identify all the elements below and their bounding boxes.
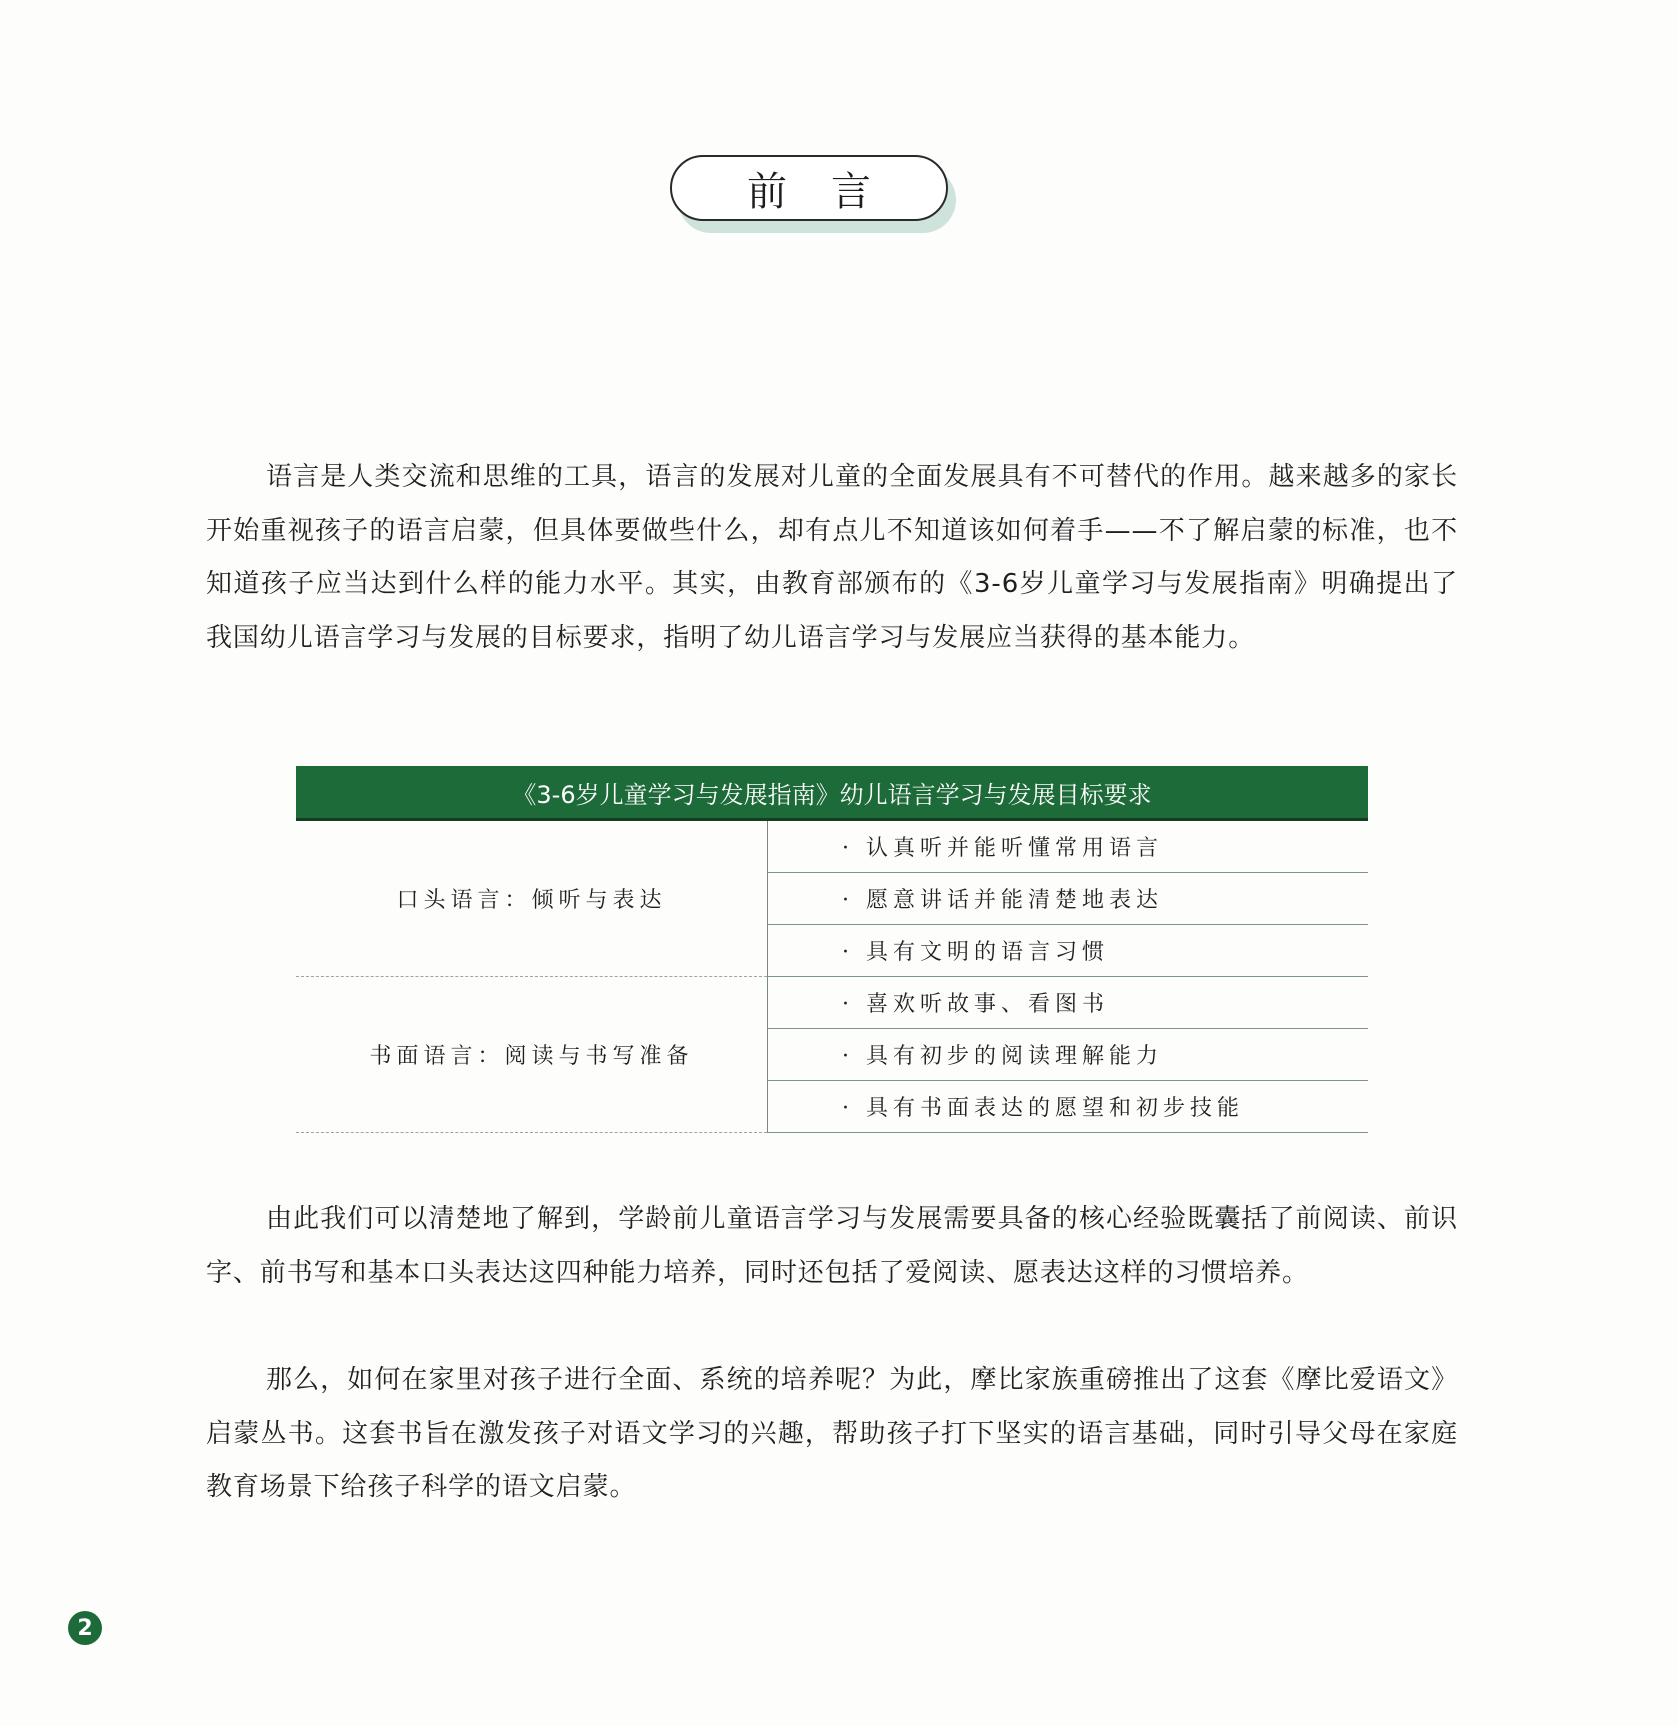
intro-paragraph: 语言是人类交流和思维的工具，语言的发展对儿童的全面发展具有不可替代的作用。越来越多的家长开始重视孩子的语言启蒙，但具体要做些什么，却有点儿不知道该如何着手——不了解启蒙的标准，也不知道孩子应当达到什么样的能力水平。其实，由教育部颁布的《3-6岁儿童学习与发展指南》明确提出了我国幼儿语言学习与发展的目标要求，指明了幼儿语言学习与发展应当获得的基本能力。	[206, 462, 1458, 653]
goal-item: · 具有初步的阅读理解能力	[768, 1029, 1369, 1081]
page-number: 2	[68, 1611, 102, 1645]
page-title: 前言	[670, 155, 948, 221]
core-experience-paragraph: 由此我们可以清楚地了解到，学龄前儿童语言学习与发展需要具备的核心经验既囊括了前阅读、前识字、前书写和基本口头表达这四种能力培养，同时还包括了爱阅读、愿表达这样的习惯培养。	[206, 1204, 1458, 1288]
goal-item: · 愿意讲话并能清楚地表达	[768, 873, 1369, 925]
table-header: 《3-6岁儿童学习与发展指南》幼儿语言学习与发展目标要求	[296, 766, 1368, 820]
goal-item: · 喜欢听故事、看图书	[768, 977, 1369, 1029]
table-row	[296, 977, 1368, 1029]
goal-item: · 具有书面表达的愿望和初步技能	[768, 1081, 1369, 1133]
table-row	[296, 820, 1368, 873]
title-badge	[670, 155, 960, 237]
category-written-language: 书面语言：阅读与书写准备	[296, 977, 768, 1133]
language-goals-table	[296, 766, 1368, 1133]
category-oral-language: 口头语言：倾听与表达	[296, 820, 768, 977]
goal-item: · 具有文明的语言习惯	[768, 925, 1369, 977]
goal-item: · 认真听并能听懂常用语言	[768, 820, 1369, 873]
book-series-paragraph: 那么，如何在家里对孩子进行全面、系统的培养呢？为此，摩比家族重磅推出了这套《摩比爱语文》启蒙丛书。这套书旨在激发孩子对语文学习的兴趣，帮助孩子打下坚实的语言基础，同时引导父母在家庭教育场景下给孩子科学的语文启蒙。	[206, 1365, 1458, 1502]
